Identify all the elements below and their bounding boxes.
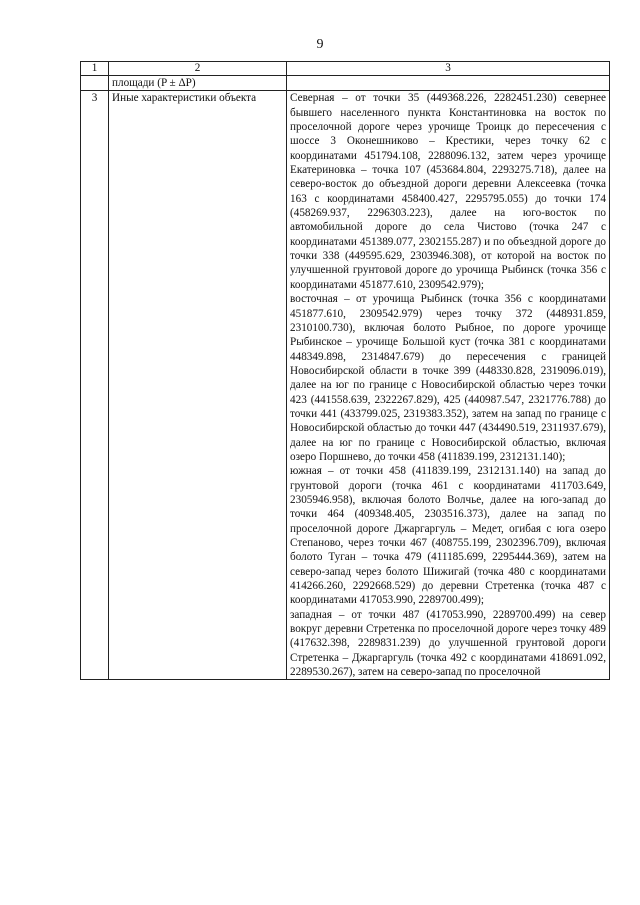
page-number: 9	[316, 37, 324, 52]
table-row-continuation	[81, 76, 610, 91]
boundary-west: западная – от точки 487 (417053.990, 2289700.499) на север вокруг деревни Стретенка по проселочной дороге через точку 489 (417632.398, 2289831.239) до улучшенной грунтовой дороги Стретенка – Джаргаргуль (точка 492 с координатами 418691.092, 2289530.267), затем на северо-запад по проселочной	[290, 608, 606, 679]
row-3-number: 3	[81, 91, 109, 680]
row-3-description	[287, 91, 610, 680]
boundary-south: южная – от точки 458 (411839.199, 2312131.140) на запад до грунтовой дороги (точка 461 с координатами 411703.649, 2305946.958), включая болото Волчье, далее на юго-запад до точки 464 (409348.405, 2303516.373), далее на запад по проселочной дороге Джаргаргуль – Медет, огибая с юга озеро Степаново, через точки 467 (408755.199, 2302396.709), включая болото Туган – точка 479 (411185.699, 2295444.369), затем на северо-запад через болото Шижигай (точка 480 с координатами 414266.260, 2292668.529) до деревни Стретенка (точка 487 с координатами 417053.990, 2289700.499);	[290, 465, 606, 607]
document-table	[80, 61, 610, 680]
table-header-row	[81, 62, 610, 76]
row-cont-col-2: площади (P ± ΔP)	[109, 76, 287, 91]
header-col-1: 1	[81, 62, 109, 76]
header-col-2: 2	[109, 62, 287, 76]
boundary-north: Северная – от точки 35 (449368.226, 2282451.230) севернее бывшего населенного пункта Константиновка на восток по проселочной дороге через урочище Троицк до пересечения с шоссе 3 Оконешниково – Крестики, через точку 62 с координатами 451794.108, 2288096.132, затем через урочище Екатериновка – точка 107 (453684.804, 2293275.718), далее на северо-восток до объездной дороги деревни Алексеевка (точка 163 с координатами 458400.427, 2295795.055) до точки 174 (458269.937, 2296303.223), далее на юго-восток по автомобильной дороге до села Чистово (точка 247 с координатами 451389.077, 2302155.287) и по объездной дороге до точки 338 (449595.629, 2303946.308), от которой на восток по улучшенной грунтовой дороге до урочища Рыбинск (точка 356 с координатами 451877.610, 2309542.979);	[290, 92, 606, 291]
row-cont-col-3	[287, 76, 610, 91]
table-row-3	[81, 91, 610, 680]
row-3-name: Иные характеристики объекта	[109, 91, 287, 680]
boundary-east: восточная – от урочища Рыбинск (точка 356 с координатами 451877.610, 2309542.979) через точку 372 (448931.859, 2310100.730), включая болото Рыбное, по дороге урочище Рыбинское – урочище Большой куст (точка 381 с координатами 448349.898, 2314847.679) до пересечения с границей Новосибирской области в точке 399 (448330.828, 2319096.019), далее на юг по границе с Новосибирской областью через точки 423 (441558.639, 2322267.829), 425 (440987.547, 2321776.788) до точки 441 (433799.025, 2319383.352), затем на запад по границе с Новосибирской областью до точки 447 (434490.519, 2311937.679), далее на юг по границе с Новосибирской областью, включая озеро Поршнево, до точки 458 (411839.199, 2312131.140);	[290, 293, 606, 463]
header-col-3: 3	[287, 62, 610, 76]
row-cont-col-1	[81, 76, 109, 91]
